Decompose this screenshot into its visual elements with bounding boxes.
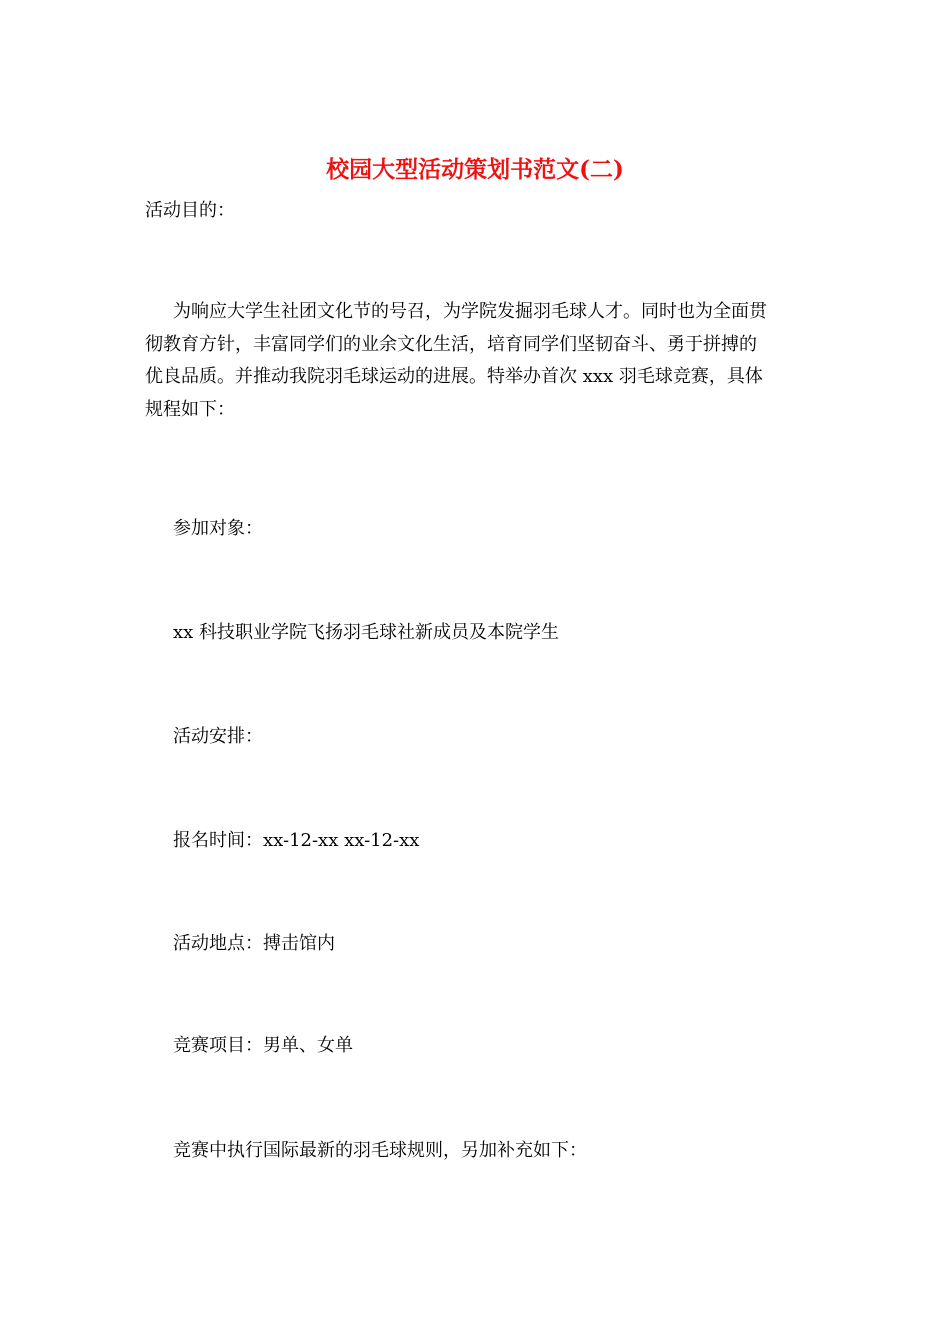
- purpose-paragraph: [145, 296, 805, 426]
- rules-note: 竞赛中执行国际最新的羽毛球规则，另加补充如下：: [173, 1140, 587, 1161]
- purpose-line-2: 彻教育方针，丰富同学们的业余文化生活，培育同学们坚韧奋斗、勇于拼搏的: [145, 333, 757, 355]
- participants-text: xx 科技职业学院飞扬羽毛球社新成员及本院学生: [173, 622, 560, 643]
- document-title: 校园大型活动策划书范文(二): [326, 156, 624, 183]
- participants-heading: 参加对象：: [173, 518, 263, 539]
- purpose-line-3: 优良品质。并推动我院羽毛球运动的进展。特举办首次 xxx 羽毛球竞赛，具体: [145, 366, 763, 387]
- schedule-heading: 活动安排：: [173, 726, 263, 747]
- purpose-line-4: 规程如下：: [145, 398, 235, 420]
- purpose-heading: 活动目的：: [145, 200, 235, 221]
- registration-time: 报名时间：xx-12-xx xx-12-xx: [173, 830, 420, 851]
- events: 竞赛项目：男单、女单: [173, 1035, 353, 1056]
- purpose-line-1: 为响应大学生社团文化节的号召，为学院发掘羽毛球人才。同时也为全面贯: [173, 301, 767, 322]
- venue: 活动地点：搏击馆内: [173, 933, 335, 954]
